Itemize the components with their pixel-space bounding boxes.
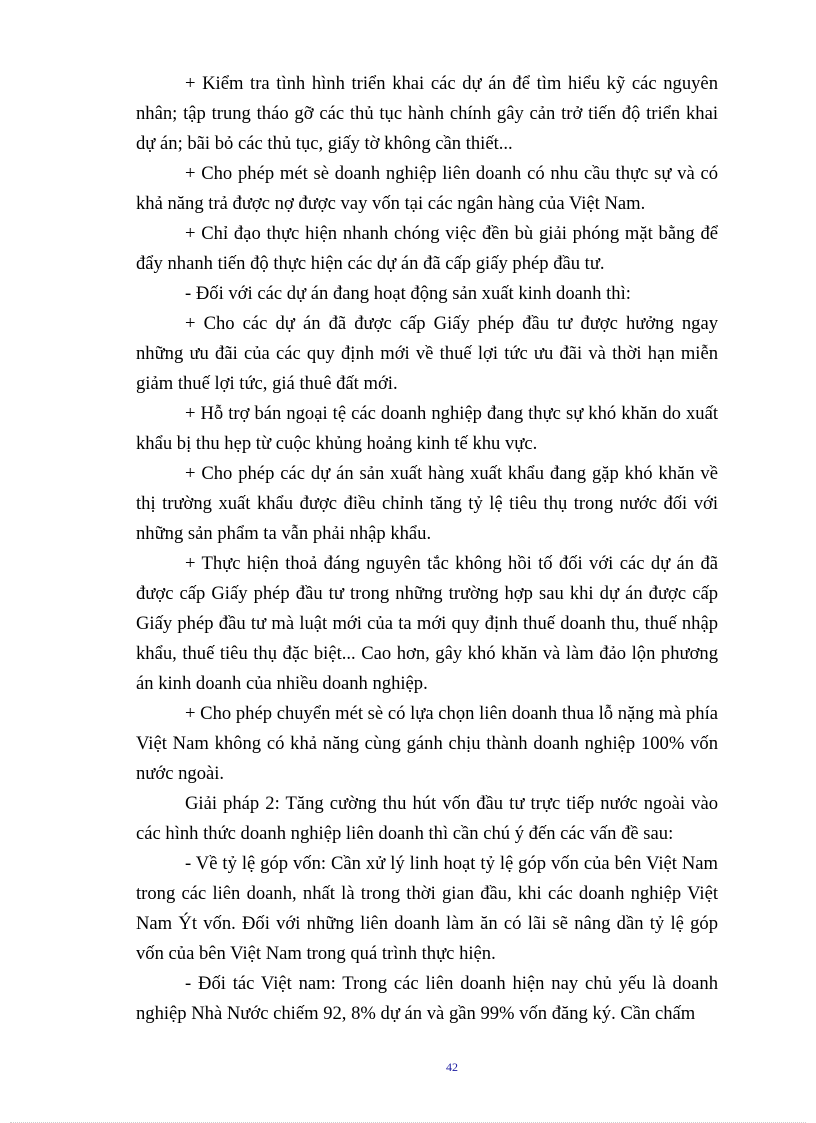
body-text bbox=[136, 69, 718, 1029]
paragraph-3: + Chỉ đạo thực hiện nhanh chóng việc đền bù giải phóng mặt bằng để đẩy nhanh tiến độ thực hiện các dự án đã cấp giấy phép đầu tư. bbox=[136, 223, 718, 274]
paragraph-11: - Về tỷ lệ góp vốn: Cần xử lý linh hoạt tỷ lệ góp vốn của bên Việt Nam trong các liên doanh, nhất là trong thời gian đầu, khi các doanh nghiệp Việt Nam Ýt vốn. Đối với những liên doanh làm ăn có lãi sẽ nâng dần tỷ lệ góp vốn của bên Việt Nam trong quá trình thực hiện. bbox=[136, 853, 718, 964]
paragraph-1: + Kiểm tra tình hình triển khai các dự án để tìm hiểu kỹ các nguyên nhân; tập trung tháo gỡ các thủ tục hành chính gây cản trở tiến độ triển khai dự án; bãi bỏ các thủ tục, giấy tờ không cần thiết... bbox=[136, 73, 718, 154]
paragraph-6: + Hỗ trợ bán ngoại tệ các doanh nghiệp đang thực sự khó khăn do xuất khẩu bị thu hẹp từ cuộc khủng hoảng kinh tế khu vực. bbox=[136, 403, 718, 454]
paragraph-2: + Cho phép mét sè doanh nghiệp liên doanh có nhu cầu thực sự và có khả năng trả được nợ được vay vốn tại các ngân hàng của Việt Nam. bbox=[136, 163, 718, 214]
paragraph-9: + Cho phép chuyển mét sè có lựa chọn liên doanh thua lỗ nặng mà phía Việt Nam không có khả năng cùng gánh chịu thành doanh nghiệp 100% vốn nước ngoài. bbox=[136, 703, 718, 784]
paragraph-12: - Đối tác Việt nam: Trong các liên doanh hiện nay chủ yếu là doanh nghiệp Nhà Nước chiếm 92, 8% dự án và gần 99% vốn đăng ký. Cần chấm bbox=[136, 973, 718, 1024]
paragraph-10: Giải pháp 2: Tăng cường thu hút vốn đầu tư trực tiếp nước ngoài vào các hình thức doanh nghiệp liên doanh thì cần chú ý đến các vấn đề sau: bbox=[136, 793, 718, 844]
page-number: 42 bbox=[446, 1060, 458, 1074]
paragraph-8: + Thực hiện thoả đáng nguyên tắc không hồi tố đối với các dự án đã được cấp Giấy phép đầu tư trong những trường hợp sau khi dự án được cấp Giấy phép đầu tư mà luật mới của ta mới quy định thuế doanh thu, thuế nhập khẩu, thuế tiêu thụ đặc biệt... Cao hơn, gây khó khăn và làm đảo lộn phương án kinh doanh của nhiều doanh nghiệp. bbox=[136, 553, 718, 694]
paragraph-7: + Cho phép các dự án sản xuất hàng xuất khẩu đang gặp khó khăn về thị trường xuất khẩu được điều chỉnh tăng tỷ lệ tiêu thụ trong nước đối với những sản phẩm ta vẫn phải nhập khẩu. bbox=[136, 463, 718, 544]
paragraph-4: - Đối với các dự án đang hoạt động sản xuất kinh doanh thì: bbox=[185, 283, 631, 304]
paragraph-5: + Cho các dự án đã được cấp Giấy phép đầu tư được hưởng ngay những ưu đãi của các quy định mới về thuế lợi tức ưu đãi và thời hạn miễn giảm thuế lợi tức, giá thuê đất mới. bbox=[136, 313, 718, 394]
